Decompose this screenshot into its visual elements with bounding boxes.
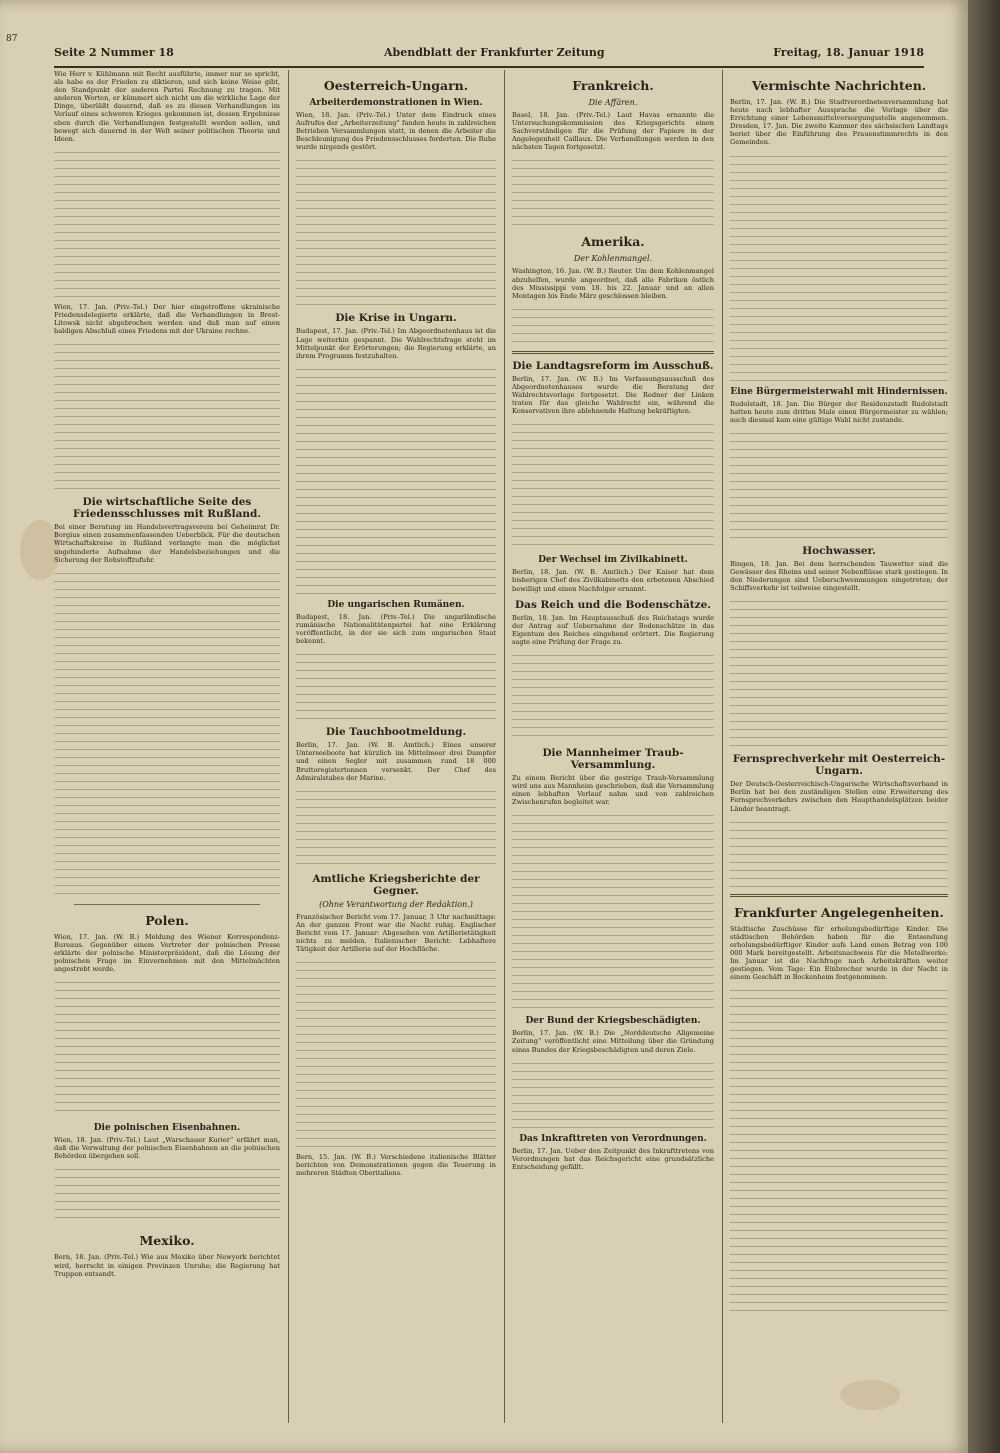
column-4	[730, 70, 948, 1425]
article-text-block	[54, 1165, 280, 1225]
column-rule	[722, 70, 723, 1423]
article-paragraph: Wien, 17. Jan. (Priv.-Tel.) Der hier eingetroffene ukrainische Friedensdelegierte erklärte, daß die Verhandlungen in Brest-Litowsk nicht abgebrochen werden und daß man auf einen baldigen Abschluß eines Friedens mit der Ukraine rechne.	[54, 302, 280, 336]
article-paragraph: Berlin, 17. Jan. (W. B.) Im Verfassungsausschuß des Abgeordnetenhauses wurde die Beratung der Wahlrechtsvorlage fortgesetzt. Die Redner der Linken traten für das gleiche Wahlrecht ein, während die Konservativen ihre ablehnende Haltung bekräftigten.	[512, 374, 714, 416]
article-paragraph: Berlin, 17. Jan. (W. B.) Die Stadtverordnetenversammlung hat heute nach lebhafter Aussprache die Vorlage über die Errichtung einer Lebensmittelversorgungsstelle angenommen. Dresden, 17. Jan. Die zweite Kammer des sächsischen Landtags beriet über die Einführung des Frauenstimmrechts in den Gemeinden.	[730, 98, 948, 147]
headline: Fernsprechverkehr mit Oesterreich-Ungarn.	[732, 753, 946, 778]
article-text-block	[54, 340, 280, 490]
headline: Die Landtagsreform im Ausschuß.	[512, 359, 714, 372]
article-paragraph: Zu einem Bericht über die gestrige Traub-Versammlung wird uns aus Mannheim geschrieben, daß die Versammlung einen lebhaften Verlauf nahm und von zahlreichen Zwischenrufen begleitet war.	[512, 773, 714, 807]
article-paragraph: Budapest, 17. Jan. (Priv.-Tel.) Im Abgeordnetenhaus ist die Lage weiterhin gespannt. Die Wahlrechtsfrage steht im Mittelpunkt der Erörterungen; die Regierung erklärte, an ihrem Programm festzuhalten.	[296, 327, 496, 360]
article-paragraph: Wien, 18. Jan. (Priv.-Tel.) Unter dem Eindruck eines Aufrufes der „Arbeiterzeitung“ fanden heute in zahlreichen Betrieben Versammlungen statt, in denen die Arbeiter die Beschleunigung des Friedensschlusses forderten. Die Ruhe wurde nirgends gestört.	[296, 111, 496, 152]
margin-mark: 87	[6, 34, 18, 44]
article-text-block	[730, 818, 948, 888]
article-paragraph: Der Deutsch-Oesterreichisch-Ungarische Wirtschaftsverband in Berlin hat bei den zuständigen Stellen eine Erweiterung des Fernsprechverkehrs zwischen den Haupthandelsplätzen beider Länder beantragt.	[730, 780, 948, 813]
article-paragraph: Wie Herr v. Kühlmann mit Recht ausführte, immer nur so spricht, als habe es der Frieden zu diktieren, und sich keine Weise gibt, den Standpunkt der anderen Partei Rechnung zu tragen. Mit anderen Worten, er kümmert sich nicht um die wirkliche Lage der Dinge, überläßt dauernd, daß es zu diesen Verhandlungen im Verlauf eines schweren Krieges gekommen ist, dessen Ergebnisse eben durch die Verhandlungen festgestellt werden sollen, und bewegt sich dauernd in der Welt seiner politischen Theorie und Ideen.	[54, 70, 280, 143]
article-text-block	[512, 305, 714, 345]
article-text-block	[296, 958, 496, 1148]
column-3	[512, 70, 714, 1425]
subheadline: Eine Bürgermeisterwahl mit Hindernissen.	[730, 386, 948, 397]
article-paragraph: Berlin, 18. Jan. Im Hauptausschuß des Reichstags wurde der Antrag auf Uebernahme der Bodenschätze in das Eigentum des Reiches eingehend erörtert. Die Regierung sagte eine Prüfung der Frage zu.	[512, 613, 714, 646]
subheadline: Der Bund der Kriegsbeschädigten.	[525, 1016, 701, 1027]
article-text-block	[54, 569, 280, 899]
headline: Die Tauchbootmeldung.	[325, 726, 467, 739]
article-paragraph: Bern, 15. Jan. (W. B.) Verschiedene italienische Blätter berichten von Demonstrationen gegen die Teuerung in mehreren Städten Oberitaliens.	[296, 1153, 496, 1178]
subheadline: Die Affären.	[588, 98, 638, 107]
article-text-block	[730, 597, 948, 747]
article-paragraph: Wien, 17. Jan. (W. B.) Meldung des Wiener Korrespondenz-Bureaus. Gegenüber einem Vertreter der polnischen Presse erklärte der polnische Ministerpräsident, daß die Lösung der polnischen Frage im Einvernehmen mit den Mittelmächten angestrebt werde.	[54, 932, 280, 974]
article-paragraph: Berlin, 17. Jan. Ueber den Zeitpunkt des Inkrafttretens von Verordnungen hat das Reichsgericht eine grundsätzliche Entscheidung gefällt.	[512, 1146, 714, 1171]
divider	[74, 904, 260, 905]
article-text-block	[730, 152, 948, 382]
subheadline: Der Kohlenmangel.	[573, 254, 653, 264]
article-paragraph: Washington, 16. Jan. (W. B.) Reuter. Um dem Kohlenmangel abzuhelfen, wurde angeordnet, daß alle Fabriken östlich des Mississippi vom 18. bis 22. Januar und an allen Montagen bis Ende März geschlossen bleiben.	[512, 267, 714, 300]
article-paragraph: Berlin, 18. Jan. (W. B. Amtlich.) Der Kaiser hat dem bisherigen Chef des Zivilkabinetts den erbetenen Abschied bewilligt und einen Nachfolger ernannt.	[512, 568, 714, 593]
subheadline: Die ungarischen Rumänen.	[327, 599, 465, 610]
headline: Frankreich.	[572, 78, 654, 93]
article-paragraph: Bei einer Beratung im Handelsvertragsverein bei Geheimrat Dr. Borgius einen zusammenfassenden Ueberblick. Für die deutschen Wirtschaftskreise in Rußland verlangte man die möglichst ungehinderte Aufnahme der Handelsbeziehungen und die Sicherung der Rohstoffzufuhr.	[54, 523, 280, 564]
article-text-block	[512, 156, 714, 226]
headline: Amtliche Kriegsberichte der Gegner.	[312, 872, 480, 897]
article-text-block	[296, 787, 496, 867]
article-paragraph: Französischer Bericht vom 17. Januar, 3 Uhr nachmittags: An der ganzen Front war die Nacht ruhig. Englischer Bericht vom 17. Januar: Abgesehen von Artillerietätigkeit nichts zu melden. Italienischer Bericht: Lebhaftere Tätigkeit der Artillerie auf der Hochfläche.	[296, 912, 496, 954]
article-paragraph: Basel, 18. Jan. (Priv.-Tel.) Laut Havas ernannte die Untersuchungskommission des Kriegsgerichts einen Sachverständigen für die Prüfung der Papiere in der Angelegenheit Caillaux. Die Verhandlungen werden in den nächsten Tagen fortgesetzt.	[512, 111, 714, 152]
subheadline: Der Wechsel im Zivilkabinett.	[538, 555, 688, 566]
article-paragraph: Berlin, 17. Jan. (W. B.) Die „Norddeutsche Allgemeine Zeitung“ veröffentlicht eine Mitteilung über die Gründung eines Bundes der Kriegsbeschädigten und deren Ziele.	[512, 1029, 714, 1054]
article-text-block	[296, 650, 496, 720]
headline: Hochwasser.	[802, 544, 876, 557]
article-text-block	[54, 978, 280, 1118]
headline: Die Krise in Ungarn.	[335, 312, 457, 325]
divider	[730, 894, 948, 897]
article-paragraph: Wien, 18. Jan. (Priv.-Tel.) Laut „Warschauer Kurier“ erfährt man, daß die Verwaltung der polnischen Eisenbahnen an die polnischen Behörden übergehen soll.	[54, 1136, 280, 1161]
subheadline: (Ohne Verantwortung der Redaktion.)	[319, 899, 473, 909]
headline: Die Mannheimer Traub-Versammlung.	[542, 746, 684, 771]
subheadline: Das Inkrafttreten von Verordnungen.	[519, 1133, 707, 1144]
article-text-block	[296, 365, 496, 595]
column-rule	[288, 70, 289, 1423]
headline: Oesterreich-Ungarn.	[323, 78, 469, 93]
divider	[512, 351, 714, 354]
issue-date: Freitag, 18. Januar 1918	[773, 46, 924, 59]
headline: Amerika.	[581, 234, 645, 250]
headline: Frankfurter Angelegenheiten.	[734, 904, 944, 920]
column-1	[54, 70, 280, 1425]
article-text-block	[512, 651, 714, 741]
article-text-block	[512, 811, 714, 1011]
page-number: Seite 2 Nummer 18	[54, 46, 174, 59]
article-text-block	[54, 148, 280, 298]
article-text-block	[512, 420, 714, 550]
headline: Polen.	[145, 912, 189, 928]
article-text-block	[296, 156, 496, 306]
article-paragraph: Berlin, 17. Jan. (W. B. Amtlich.) Eines unserer Unterseeboote hat kürzlich im Mittelmeer drei Dampfer und einen Segler mit zusammen rund 18 000 Bruttoregistertonnen versenkt. Der Chef des Admiralstabes der Marine.	[296, 741, 496, 782]
article-text-block	[512, 1059, 714, 1129]
column-rule	[504, 70, 505, 1423]
article-text-block	[730, 429, 948, 539]
headline: Vermischte Nachrichten.	[751, 78, 927, 93]
article-paragraph: Bingen, 18. Jan. Bei dem herrschenden Tauwetter sind die Gewässer des Rheins und seiner Nebenflüsse stark gestiegen. In den Niederungen sind Ueberschwemmungen eingetreten; der Schiffsverkehr ist teilweise eingestellt.	[730, 559, 948, 593]
subheadline: Arbeiterdemonstrationen in Wien.	[309, 98, 483, 108]
article-paragraph: Bern, 18. Jan. (Priv.-Tel.) Wie aus Mexiko über Newyork berichtet wird, herrscht in einigen Provinzen Unruhe; die Regierung hat Truppen entsandt.	[54, 1253, 280, 1278]
article-paragraph: Budapest, 18. Jan. (Priv.-Tel.) Die ungarländische rumänische Nationalitätenpartei hat eine Erklärung veröffentlicht, in der sie sich zum ungarischen Staat bekennt.	[296, 612, 496, 646]
paper-title: Abendblatt der Frankfurter Zeitung	[384, 46, 605, 59]
headline: Die wirtschaftliche Seite des Friedensschlusses mit Rußland.	[72, 496, 262, 521]
article-text-block	[730, 986, 948, 1316]
subheadline: Die polnischen Eisenbahnen.	[93, 1123, 241, 1134]
page-edge	[968, 0, 1000, 1453]
headline: Das Reich und die Bodenschätze.	[515, 598, 711, 611]
article-paragraph: Rudolstadt, 18. Jan. Die Bürger der Residenzstadt Rudolstadt hatten heute zum dritten Male einen Bürgermeister zu wählen; auch diesmal kam eine gültige Wahl nicht zustande.	[730, 399, 948, 424]
headline: Mexiko.	[139, 1233, 195, 1249]
article-paragraph: Städtische Zuschüsse für erholungsbedürftige Kinder. Die städtischen Behörden haben für die Entsendung erholungsbedürftiger Kinder aufs Land einen Betrag von 100 000 Mark bereitgestellt. Arbeitsnachweis für die Metallwerke: Im Januar ist die Nachfrage nach Arbeitskräften weiter gestiegen. Vom Tage: Ein Einbrecher wurde in der Nacht in einem Geschäft in Bockenheim festgenommen.	[730, 924, 948, 982]
column-2	[296, 70, 496, 1425]
masthead	[54, 44, 924, 68]
